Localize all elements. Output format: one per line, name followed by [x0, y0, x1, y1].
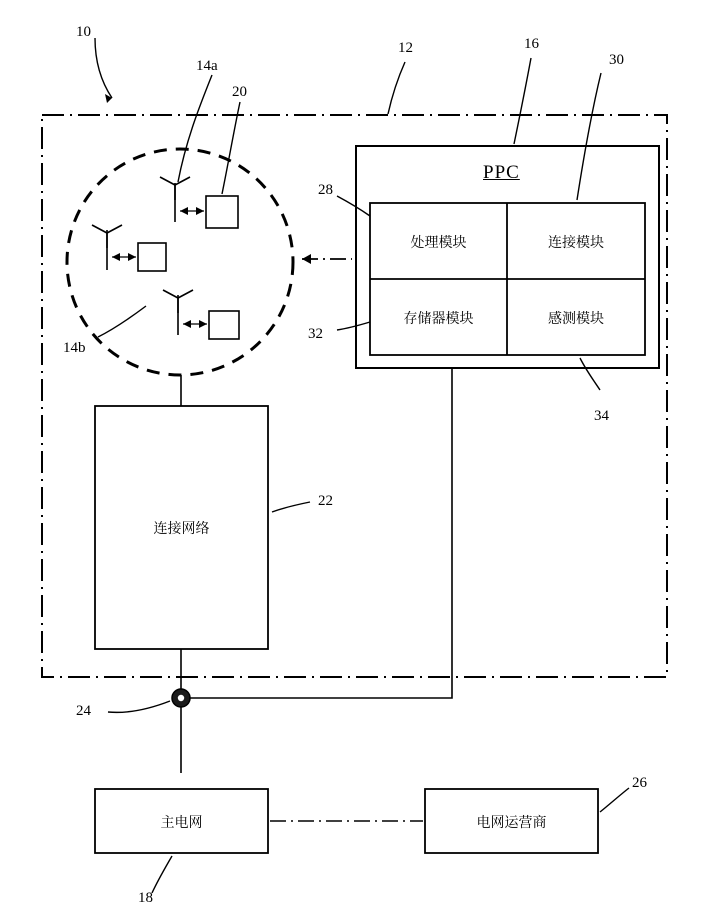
leader-28 — [337, 196, 370, 216]
leader-12 — [388, 62, 405, 114]
turbine-icon-lower — [163, 290, 193, 335]
leader-32 — [337, 322, 370, 330]
sensor-box-lower — [209, 311, 239, 339]
leader-22 — [272, 502, 310, 512]
ref-10: 10 — [76, 24, 91, 40]
link-turbine-left-sensor — [112, 253, 136, 261]
ref-30: 30 — [609, 52, 624, 68]
ref-12: 12 — [398, 40, 413, 56]
connection-network-label: 连接网络 — [153, 521, 210, 537]
ref-20: 20 — [232, 84, 247, 100]
sensor-box-left — [138, 243, 166, 271]
poi-node-center — [178, 695, 184, 701]
leader-24 — [108, 701, 170, 712]
leader-10 — [95, 38, 112, 98]
leader-34 — [580, 358, 600, 390]
link-turbine-a-sensor — [180, 207, 204, 215]
link-turbine-lower-sensor — [183, 320, 207, 328]
module-label-sensing: 感测模块 — [548, 311, 604, 327]
ref-18: 18 — [138, 890, 153, 906]
ref-22: 22 — [318, 493, 333, 509]
leader-26 — [600, 788, 629, 812]
ref-28: 28 — [318, 182, 333, 198]
leader-16 — [514, 58, 531, 144]
ref-16: 16 — [524, 36, 539, 52]
ref-14b: 14b — [63, 340, 86, 356]
ref-26: 26 — [632, 775, 647, 791]
turbine-icon-left — [92, 225, 122, 270]
leader-30 — [577, 73, 601, 200]
module-label-connection: 连接模块 — [548, 235, 604, 251]
main-grid-label: 主电网 — [160, 815, 203, 831]
ref-24: 24 — [76, 703, 91, 719]
module-label-processing: 处理模块 — [410, 235, 467, 251]
leader-14a — [178, 75, 212, 182]
turbine-icon-a — [160, 177, 190, 222]
system-boundary-outline — [42, 115, 667, 677]
ppc-title: PPC — [483, 162, 520, 183]
sensor-box-20 — [206, 196, 238, 228]
leader-18 — [152, 856, 172, 893]
link-farm-ppc — [302, 254, 352, 264]
module-label-memory: 存储器模块 — [403, 311, 474, 327]
leader-14b — [98, 306, 146, 337]
grid-operator-label: 电网运营商 — [476, 815, 547, 831]
ref-32: 32 — [308, 326, 323, 342]
ref-34: 34 — [594, 408, 609, 424]
ref-14a: 14a — [196, 58, 218, 74]
